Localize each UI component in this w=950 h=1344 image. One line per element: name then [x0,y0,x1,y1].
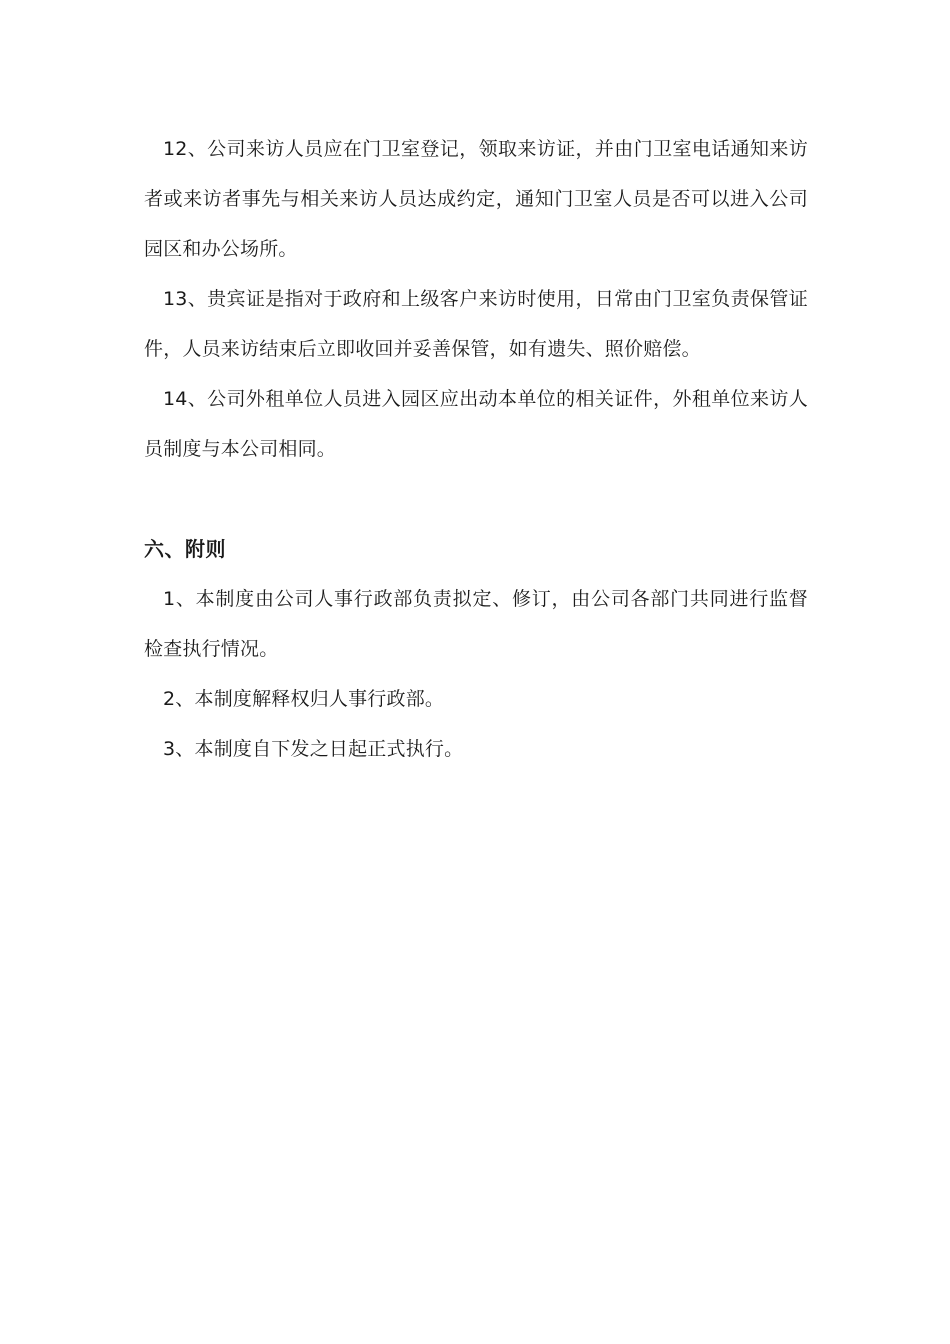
paragraph-appendix-1: 1、本制度由公司人事行政部负责拟定、修订，由公司各部门共同进行监督检查执行情况。 [144,588,808,660]
paragraph-item-14: 14、公司外租单位人员进入园区应出动本单位的相关证件，外租单位来访人员制度与本公司相同。 [144,388,808,460]
paragraph-item-13: 13、贵宾证是指对于政府和上级客户来访时使用，日常由门卫室负责保管证件，人员来访结束后立即收回并妥善保管，如有遗失、照价赔偿。 [144,288,808,360]
paragraph-item-12: 12、公司来访人员应在门卫室登记，领取来访证，并由门卫室电话通知来访者或来访者事先与相关来访人员达成约定，通知门卫室人员是否可以进入公司园区和办公场所。 [144,138,808,260]
paragraph-appendix-3: 3、本制度自下发之日起正式执行。 [163,738,464,760]
paragraph-appendix-2: 2、本制度解释权归人事行政部。 [163,688,445,710]
section-heading-appendix: 六、附则 [144,537,226,561]
document-body [144,124,808,774]
